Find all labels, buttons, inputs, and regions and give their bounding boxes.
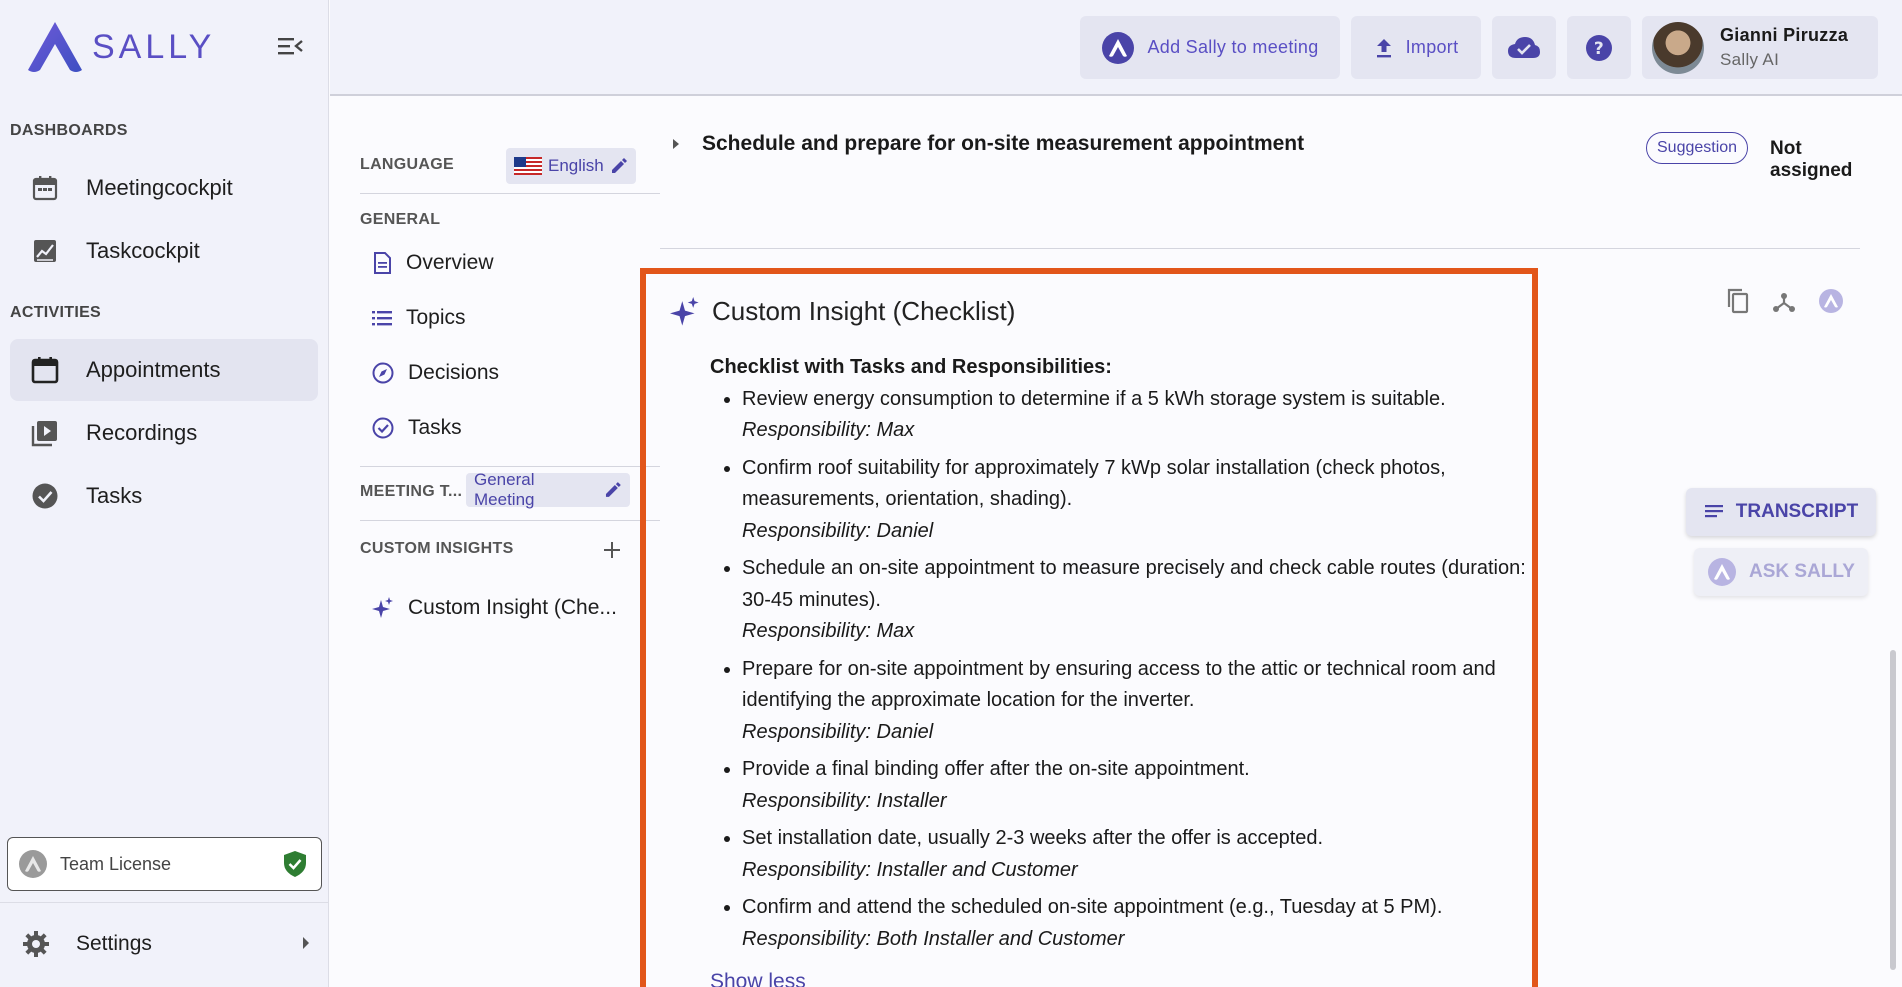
document-icon xyxy=(372,252,392,274)
item-text: Set installation date, usually 2-3 weeks after the offer is accepted. xyxy=(742,827,1324,849)
sally-avatar-icon xyxy=(18,849,48,879)
item-text: Provide a final binding offer after the on-site appointment. xyxy=(742,758,1250,780)
nav-decisions[interactable] xyxy=(372,353,499,393)
language-value: English xyxy=(548,156,604,175)
add-sally-label: Add Sally to meeting xyxy=(1147,37,1319,57)
import-button[interactable] xyxy=(1351,16,1481,79)
divider xyxy=(360,520,660,521)
team-license-badge[interactable] xyxy=(7,837,322,891)
item-responsibility: Responsibility: Both Installer and Customer xyxy=(742,927,1125,950)
main-content xyxy=(640,98,1902,987)
suggestion-badge: Suggestion xyxy=(1646,132,1748,164)
nav-overview-label: Overview xyxy=(406,251,494,274)
nav-topics-label: Topics xyxy=(406,306,466,329)
us-flag-icon xyxy=(514,157,542,175)
custom-insight-card xyxy=(640,268,1538,987)
list-item xyxy=(742,453,1530,548)
help-icon xyxy=(1585,34,1613,62)
sally-logo-icon xyxy=(1707,557,1737,587)
cloud-done-icon xyxy=(1507,36,1541,60)
sidebar-item-label: Meetingcockpit xyxy=(86,175,233,200)
user-name: Gianni Piruzza xyxy=(1720,25,1849,45)
item-text: Review energy consumption to determine if a 5 kWh storage system is suitable. xyxy=(742,387,1446,410)
nav-tasks-label: Tasks xyxy=(408,416,462,439)
edit-icon xyxy=(604,481,622,499)
compass-icon xyxy=(372,362,394,384)
meeting-type-selector[interactable] xyxy=(466,470,630,509)
settings-label: Settings xyxy=(76,932,152,955)
insight-subtitle: Checklist with Tasks and Responsibilities: xyxy=(710,356,1112,378)
insight-actions xyxy=(1726,288,1844,314)
activities-section-label: ACTIVITIES xyxy=(10,304,102,321)
list-item xyxy=(742,654,1530,749)
dashboards-section-label: DASHBOARDS xyxy=(10,122,128,139)
sally-logo-icon xyxy=(26,20,84,74)
ask-sally-button[interactable] xyxy=(1694,548,1868,596)
calendar-dashboard-icon xyxy=(30,173,60,203)
list-item xyxy=(742,892,1530,955)
insight-title: Custom Insight (Checklist) xyxy=(712,296,1016,326)
edit-icon xyxy=(610,157,628,175)
nav-overview[interactable] xyxy=(372,243,494,283)
chevron-right-icon xyxy=(300,934,312,952)
item-responsibility: Responsibility: Daniel xyxy=(742,720,934,743)
collapse-sidebar-button[interactable] xyxy=(276,34,306,60)
share-icon[interactable] xyxy=(1772,288,1796,314)
transcript-button[interactable] xyxy=(1686,488,1876,536)
add-sally-to-meeting-button[interactable] xyxy=(1080,16,1340,79)
nav-custom-insight-label: Custom Insight (Che... xyxy=(408,596,617,619)
list-item xyxy=(742,384,1530,447)
sidebar-item-meetingcockpit[interactable] xyxy=(10,157,318,219)
nav-custom-insight[interactable] xyxy=(372,588,617,628)
sidebar-item-taskcockpit[interactable] xyxy=(10,220,318,282)
general-label: GENERAL xyxy=(360,211,441,228)
transcript-label: TRANSCRIPT xyxy=(1735,501,1859,522)
avatar xyxy=(1652,22,1704,74)
custom-insights-label: CUSTOM INSIGHTS xyxy=(360,540,514,557)
calendar-icon xyxy=(30,355,60,385)
sidebar-item-label: Recordings xyxy=(86,420,198,445)
import-label: Import xyxy=(1405,37,1459,57)
list-item xyxy=(742,823,1530,886)
sidebar-item-tasks[interactable] xyxy=(10,465,318,527)
sally-logo-icon xyxy=(1101,31,1135,65)
sparkle-icon xyxy=(372,597,394,619)
item-responsibility: Responsibility: Max xyxy=(742,620,915,642)
sidebar-item-label: Taskcockpit xyxy=(86,238,200,263)
user-menu-button[interactable] xyxy=(1642,16,1878,79)
divider xyxy=(0,902,329,903)
meeting-type-label: MEETING T... xyxy=(360,483,463,500)
meeting-details-nav xyxy=(330,98,630,987)
top-header xyxy=(330,0,1902,96)
item-text: Confirm and attend the scheduled on-site appointment (e.g., Tuesday at 5 PM). xyxy=(742,896,1443,918)
sally-logo-icon[interactable] xyxy=(1818,288,1844,314)
item-responsibility: Responsibility: Installer xyxy=(742,789,947,812)
language-selector[interactable] xyxy=(506,148,636,184)
check-circle-icon xyxy=(30,481,60,511)
scrollbar[interactable] xyxy=(1890,650,1896,970)
help-button[interactable] xyxy=(1567,16,1631,79)
sparkle-icon xyxy=(670,297,700,327)
sidebar-item-recordings[interactable] xyxy=(10,402,318,464)
show-less-link[interactable]: Show less xyxy=(710,970,806,987)
nav-tasks[interactable] xyxy=(372,408,462,448)
item-responsibility: Responsibility: Installer and Customer xyxy=(742,858,1078,881)
item-responsibility: Responsibility: Daniel xyxy=(742,519,934,542)
meeting-type-value: General Meeting xyxy=(474,470,535,509)
nav-topics[interactable] xyxy=(372,298,466,338)
license-label: Team License xyxy=(60,853,172,874)
settings-item[interactable] xyxy=(22,926,312,962)
item-responsibility: Responsibility: Max xyxy=(742,419,915,441)
insight-body xyxy=(710,352,1530,961)
divider xyxy=(660,248,1860,249)
divider xyxy=(360,466,660,467)
list-icon xyxy=(372,309,392,327)
brand-name: SALLY xyxy=(92,27,216,66)
sally-logo[interactable] xyxy=(26,20,215,74)
svg-text:?: ? xyxy=(1593,38,1605,59)
list-item xyxy=(742,754,1530,817)
expand-arrow-icon[interactable] xyxy=(670,136,682,152)
sidebar-item-label: Tasks xyxy=(86,483,143,508)
item-text: Confirm roof suitability for approximately 7 kWp solar installation (check photos, measurements, orientation, shading). xyxy=(742,456,1446,510)
video-library-icon xyxy=(30,418,60,448)
insight-header xyxy=(670,296,1015,327)
ask-sally-label: ASK SALLY xyxy=(1749,561,1855,582)
add-custom-insight-icon[interactable] xyxy=(602,540,622,560)
checklist xyxy=(742,384,1530,956)
assignee-label[interactable]: Not assigned xyxy=(1770,138,1853,181)
task-row[interactable] xyxy=(670,132,1870,181)
gear-icon xyxy=(22,930,50,958)
task-title: Schedule and prepare for on-site measurement appointment xyxy=(702,132,1305,155)
upload-icon xyxy=(1374,37,1394,59)
check-circle-outline-icon xyxy=(372,417,394,439)
chart-icon xyxy=(30,236,60,266)
user-org: Sally AI xyxy=(1720,50,1780,69)
menu-collapse-icon xyxy=(276,34,304,58)
notes-icon xyxy=(1704,503,1724,521)
sidebar xyxy=(0,0,329,987)
language-label: LANGUAGE xyxy=(360,156,454,173)
item-text: Prepare for on-site appointment by ensuring access to the attic or technical room and identifying the approximate location for the inverter. xyxy=(742,657,1496,711)
item-text: Schedule an on-site appointment to measure precisely and check cable routes (duration: 30-45 minutes). xyxy=(742,557,1526,611)
nav-decisions-label: Decisions xyxy=(408,361,500,384)
list-item xyxy=(742,553,1530,648)
shield-check-icon xyxy=(283,850,307,878)
sidebar-item-label: Appointments xyxy=(86,357,221,382)
divider xyxy=(360,193,660,194)
cloud-sync-button[interactable] xyxy=(1492,16,1556,79)
sidebar-item-appointments[interactable] xyxy=(10,339,318,401)
copy-icon[interactable] xyxy=(1726,288,1750,314)
